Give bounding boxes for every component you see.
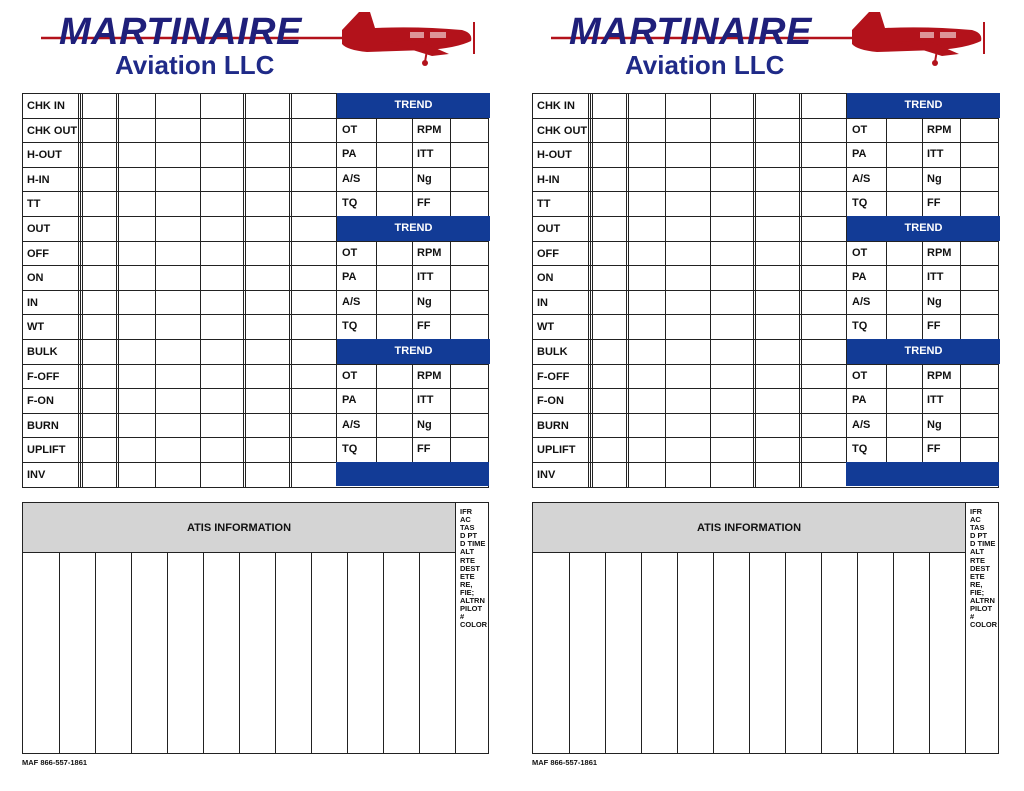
trend-label: Ng (417, 172, 432, 185)
atis-column-divider (605, 553, 606, 753)
atis-column-divider (167, 553, 168, 753)
trend-label: TQ (342, 443, 358, 456)
trend-label: A/S (342, 418, 361, 431)
row-label: IN (533, 291, 589, 315)
atis-side-label: PILOT (970, 604, 993, 614)
trend-divider (960, 364, 961, 389)
atis-side-labels (455, 503, 488, 753)
row-label: UPLIFT (23, 438, 79, 462)
row-label: BULK (23, 340, 79, 364)
trend-divider (886, 142, 887, 167)
trend-divider (412, 437, 413, 462)
atis-side-label: D TIME (970, 539, 996, 549)
flight-card-left (22, 0, 492, 791)
trend-label: Ng (927, 172, 942, 185)
trend-section (336, 339, 489, 462)
trend-divider (922, 241, 923, 266)
atis-column-divider (95, 553, 96, 753)
trend-label: OT (852, 369, 868, 382)
trend-label: ITT (417, 148, 434, 161)
atis-column-divider (893, 553, 894, 753)
trend-divider (376, 388, 377, 413)
trend-divider (376, 290, 377, 315)
row-label: H-OUT (23, 143, 79, 167)
trend-divider (412, 167, 413, 192)
trend-divider (450, 167, 451, 192)
atis-side-label: ALT (970, 547, 985, 557)
row-label: INV (533, 463, 589, 488)
row-label: BURN (533, 414, 589, 438)
company-logo (547, 8, 987, 82)
row-label: BURN (23, 414, 79, 438)
trend-label: RPM (927, 369, 952, 382)
trend-divider (376, 241, 377, 266)
trend-divider (376, 191, 377, 216)
trend-divider (412, 142, 413, 167)
trend-divider (376, 314, 377, 339)
column-divider (289, 93, 292, 488)
trend-footer-bar (336, 462, 489, 486)
atis-column-divider (641, 553, 642, 753)
atis-column-divider (311, 553, 312, 753)
trend-divider (412, 364, 413, 389)
row-label: TT (23, 192, 79, 216)
trend-label: PA (852, 271, 867, 284)
trend-divider (412, 241, 413, 266)
trend-label: PA (342, 394, 357, 407)
trend-label: FF (927, 443, 941, 456)
column-divider (799, 93, 802, 488)
trend-divider (960, 388, 961, 413)
company-logo (37, 8, 477, 82)
trend-label: FF (927, 197, 941, 210)
trend-divider (886, 290, 887, 315)
trend-header: TREND (337, 339, 490, 364)
trend-divider (412, 314, 413, 339)
trend-footer-bar (846, 462, 999, 486)
atis-side-label: D PT (460, 531, 478, 541)
column-divider (200, 93, 201, 488)
trend-divider (450, 241, 451, 266)
atis-side-label: ETE (970, 571, 985, 581)
trend-label: RPM (417, 123, 442, 136)
atis-side-label: RTE (460, 555, 475, 565)
row-label: ON (23, 266, 79, 290)
atis-side-label: DEST (970, 563, 991, 573)
trend-label: OT (852, 123, 868, 136)
trend-divider (960, 265, 961, 290)
trend-divider (886, 265, 887, 290)
trend-divider (450, 290, 451, 315)
trend-section (336, 93, 489, 216)
atis-column-divider (821, 553, 822, 753)
trend-divider (960, 118, 961, 143)
trend-divider (450, 388, 451, 413)
atis-header: ATIS INFORMATION (533, 503, 965, 553)
trend-divider (412, 290, 413, 315)
trend-divider (960, 290, 961, 315)
row-label: F-OFF (533, 365, 589, 389)
trend-header: TREND (847, 339, 1000, 364)
atis-side-label: ETE (460, 571, 475, 581)
atis-column-divider (713, 553, 714, 753)
footer-phone: MAF 866-557-1861 (532, 758, 598, 767)
trend-divider (376, 142, 377, 167)
atis-side-label: COLOR (970, 620, 998, 630)
trend-label: OT (342, 246, 358, 259)
atis-side-label: COLOR (460, 620, 488, 630)
row-label: CHK OUT (23, 119, 79, 143)
atis-side-label: DEST (460, 563, 481, 573)
trend-divider (886, 167, 887, 192)
company-subtitle: Aviation LLC (115, 50, 275, 80)
atis-column-divider (929, 553, 930, 753)
trend-header: TREND (847, 93, 1000, 118)
atis-side-label: IFR (970, 507, 983, 516)
trend-header: TREND (337, 93, 490, 118)
trend-divider (450, 413, 451, 438)
row-label: OFF (533, 242, 589, 266)
trend-divider (412, 118, 413, 143)
company-name: MARTINAIRE (569, 11, 812, 53)
trend-label: A/S (852, 172, 871, 185)
trend-label: OT (342, 369, 358, 382)
atis-side-label: FIE; (460, 587, 475, 597)
trend-label: PA (342, 271, 357, 284)
trend-divider (376, 413, 377, 438)
trend-header: TREND (337, 216, 490, 241)
atis-side-label: D PT (970, 531, 988, 541)
trend-divider (450, 142, 451, 167)
atis-column-divider (857, 553, 858, 753)
row-label: WT (533, 315, 589, 339)
column-divider (590, 93, 593, 488)
trend-header: TREND (847, 216, 1000, 241)
column-divider (753, 93, 756, 488)
trend-label: ITT (927, 148, 944, 161)
row-label: OFF (23, 242, 79, 266)
row-label: CHK IN (23, 94, 79, 118)
column-divider (243, 93, 246, 488)
row-label: ON (533, 266, 589, 290)
trend-label: TQ (852, 197, 868, 210)
trend-label: TQ (342, 320, 358, 333)
trend-label: Ng (417, 295, 432, 308)
trend-divider (886, 314, 887, 339)
atis-column-divider (785, 553, 786, 753)
atis-box (22, 502, 489, 754)
trend-label: A/S (852, 295, 871, 308)
column-divider (710, 93, 711, 488)
trend-label: OT (852, 246, 868, 259)
trend-divider (450, 265, 451, 290)
trend-divider (376, 437, 377, 462)
atis-side-label: RTE (970, 555, 985, 565)
trend-divider (886, 241, 887, 266)
atis-column-divider (383, 553, 384, 753)
atis-column-divider (203, 553, 204, 753)
trend-label: PA (852, 394, 867, 407)
row-label: CHK IN (533, 94, 589, 118)
atis-side-label: PILOT (460, 604, 483, 614)
trend-label: ITT (927, 394, 944, 407)
company-subtitle: Aviation LLC (625, 50, 785, 80)
trend-label: TQ (852, 320, 868, 333)
trend-label: FF (927, 320, 941, 333)
trend-label: FF (417, 320, 431, 333)
atis-side-label: ALT (460, 547, 475, 557)
trend-divider (960, 241, 961, 266)
trend-label: FF (417, 197, 431, 210)
trend-section (336, 216, 489, 339)
trend-label: TQ (852, 443, 868, 456)
atis-column-divider (419, 553, 420, 753)
footer-phone: MAF 866-557-1861 (22, 758, 88, 767)
trend-divider (886, 437, 887, 462)
trend-divider (376, 118, 377, 143)
company-name: MARTINAIRE (59, 11, 302, 53)
row-label: H-IN (533, 168, 589, 192)
row-label: CHK OUT (533, 119, 589, 143)
atis-side-label: # (970, 612, 975, 622)
trend-label: RPM (417, 246, 442, 259)
trend-divider (960, 413, 961, 438)
trend-divider (922, 265, 923, 290)
trend-divider (376, 265, 377, 290)
trend-label: TQ (342, 197, 358, 210)
atis-side-label: FIE; (970, 587, 985, 597)
trend-divider (376, 364, 377, 389)
trend-divider (886, 364, 887, 389)
trend-divider (922, 142, 923, 167)
atis-column-divider (677, 553, 678, 753)
column-divider (80, 93, 83, 488)
trend-divider (922, 388, 923, 413)
column-divider (116, 93, 119, 488)
trend-divider (412, 191, 413, 216)
atis-side-label: ALTRN (460, 596, 485, 606)
column-divider (155, 93, 156, 488)
trend-divider (886, 191, 887, 216)
trend-label: ITT (417, 394, 434, 407)
trend-divider (450, 314, 451, 339)
trend-label: ITT (927, 271, 944, 284)
trend-label: FF (417, 443, 431, 456)
row-label: H-IN (23, 168, 79, 192)
atis-side-label: AC (970, 515, 981, 525)
trend-label: PA (852, 148, 867, 161)
trend-divider (450, 118, 451, 143)
trend-divider (450, 437, 451, 462)
trend-section (846, 339, 999, 462)
trend-label: Ng (927, 295, 942, 308)
trend-divider (886, 413, 887, 438)
trend-divider (922, 118, 923, 143)
atis-side-label: TAS (970, 523, 985, 533)
atis-side-label: TAS (460, 523, 475, 533)
atis-side-label: RE, (460, 579, 473, 589)
trend-divider (922, 167, 923, 192)
column-divider (626, 93, 629, 488)
atis-side-label: IFR (460, 507, 473, 516)
trend-label: A/S (342, 172, 361, 185)
atis-side-labels (965, 503, 998, 753)
trend-label: Ng (927, 418, 942, 431)
row-label: F-OFF (23, 365, 79, 389)
trend-divider (450, 364, 451, 389)
atis-side-label: # (460, 612, 465, 622)
trend-divider (922, 191, 923, 216)
row-label: OUT (533, 217, 589, 241)
trend-section (846, 93, 999, 216)
atis-side-label: AC (460, 515, 471, 525)
row-label: F-ON (533, 389, 589, 413)
trend-divider (412, 388, 413, 413)
column-divider (665, 93, 666, 488)
trend-divider (922, 290, 923, 315)
atis-side-label: RE, (970, 579, 983, 589)
trend-label: RPM (927, 123, 952, 136)
trend-divider (412, 413, 413, 438)
trend-divider (886, 118, 887, 143)
trend-label: OT (342, 123, 358, 136)
row-label: F-ON (23, 389, 79, 413)
trend-label: A/S (852, 418, 871, 431)
trend-label: ITT (417, 271, 434, 284)
trend-divider (922, 314, 923, 339)
atis-column-divider (749, 553, 750, 753)
atis-box (532, 502, 999, 754)
atis-column-divider (131, 553, 132, 753)
atis-side-label: ALTRN (970, 596, 995, 606)
row-label: INV (23, 463, 79, 488)
atis-side-label: D TIME (460, 539, 486, 549)
trend-divider (960, 167, 961, 192)
trend-divider (412, 265, 413, 290)
trend-divider (886, 388, 887, 413)
row-label: H-OUT (533, 143, 589, 167)
trend-divider (960, 314, 961, 339)
row-label: IN (23, 291, 79, 315)
trend-label: Ng (417, 418, 432, 431)
trend-label: RPM (417, 369, 442, 382)
atis-column-divider (275, 553, 276, 753)
atis-column-divider (239, 553, 240, 753)
row-label: UPLIFT (533, 438, 589, 462)
atis-column-divider (59, 553, 60, 753)
trend-divider (960, 142, 961, 167)
atis-header: ATIS INFORMATION (23, 503, 455, 553)
trend-divider (922, 437, 923, 462)
row-label: WT (23, 315, 79, 339)
trend-label: PA (342, 148, 357, 161)
trend-divider (960, 191, 961, 216)
atis-column-divider (347, 553, 348, 753)
trend-divider (450, 191, 451, 216)
row-label: BULK (533, 340, 589, 364)
row-label: TT (533, 192, 589, 216)
row-label: OUT (23, 217, 79, 241)
trend-divider (922, 413, 923, 438)
trend-divider (376, 167, 377, 192)
atis-column-divider (569, 553, 570, 753)
trend-label: RPM (927, 246, 952, 259)
flight-card-right (532, 0, 1002, 791)
trend-section (846, 216, 999, 339)
trend-divider (960, 437, 961, 462)
trend-divider (922, 364, 923, 389)
trend-label: A/S (342, 295, 361, 308)
